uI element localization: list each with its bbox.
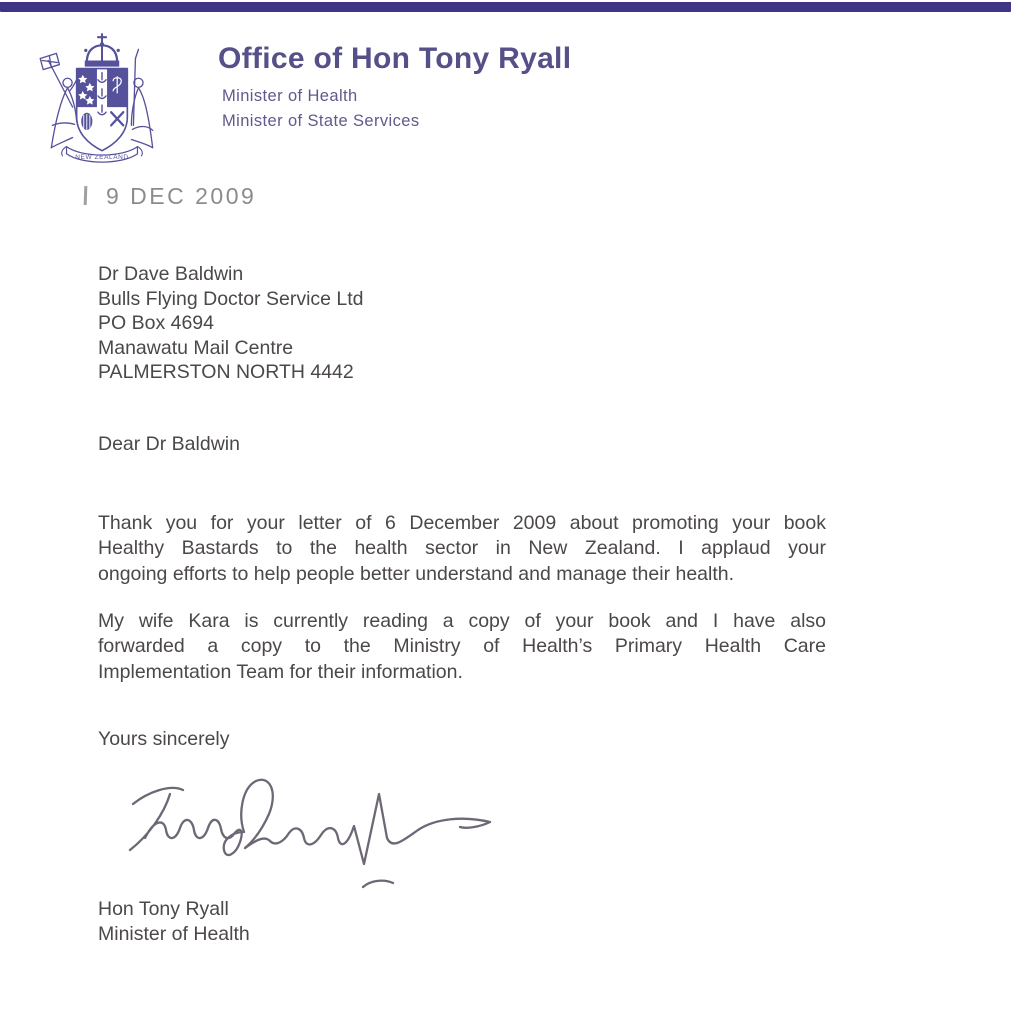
signer-title: Minister of Health [98,922,250,945]
handwritten-signature-icon [112,766,512,898]
nz-coat-of-arms-icon [26,32,178,164]
recipient-address [98,262,364,385]
paragraph-line: Healthy Bastards to the health sector in New Zealand. I applaud your [98,537,826,560]
address-line: PALMERSTON NORTH 4442 [98,361,354,384]
body-paragraph-1 [98,511,826,587]
minister-role-state-services: Minister of State Services [222,112,420,130]
paragraph-line: My wife Kara is currently reading a copy of your book and I have also [98,610,826,632]
address-line: PO Box 4694 [98,312,214,335]
address-line: Manawatu Mail Centre [98,336,294,359]
emblem-scroll-text: NEW ZEALAND [75,153,129,161]
minister-role-health: Minister of Health [222,87,358,105]
stamp-partial-digit [84,186,87,205]
paragraph-line: Implementation Team for their information. [98,660,463,683]
address-line: Bulls Flying Doctor Service Ltd [98,287,364,310]
paragraph-line: ongoing efforts to help people better understand and manage their health. [98,562,735,585]
salutation: Dear Dr Baldwin [98,433,240,455]
signer-name: Hon Tony Ryall [98,898,229,920]
office-title: Office of Hon Tony Ryall [218,42,572,75]
date-stamp-text: 9 DEC 2009 [106,183,257,209]
top-accent-bar [0,2,1011,12]
body-paragraph-2 [98,609,826,685]
paragraph-line: forwarded a copy to the Ministry of Health’s Primary Health Care [98,635,826,658]
signer-block [98,897,250,946]
address-line: Dr Dave Baldwin [98,263,244,285]
valediction: Yours sincerely [98,728,230,750]
paragraph-line: Thank you for your letter of 6 December 2009 about promoting your book [98,512,826,534]
